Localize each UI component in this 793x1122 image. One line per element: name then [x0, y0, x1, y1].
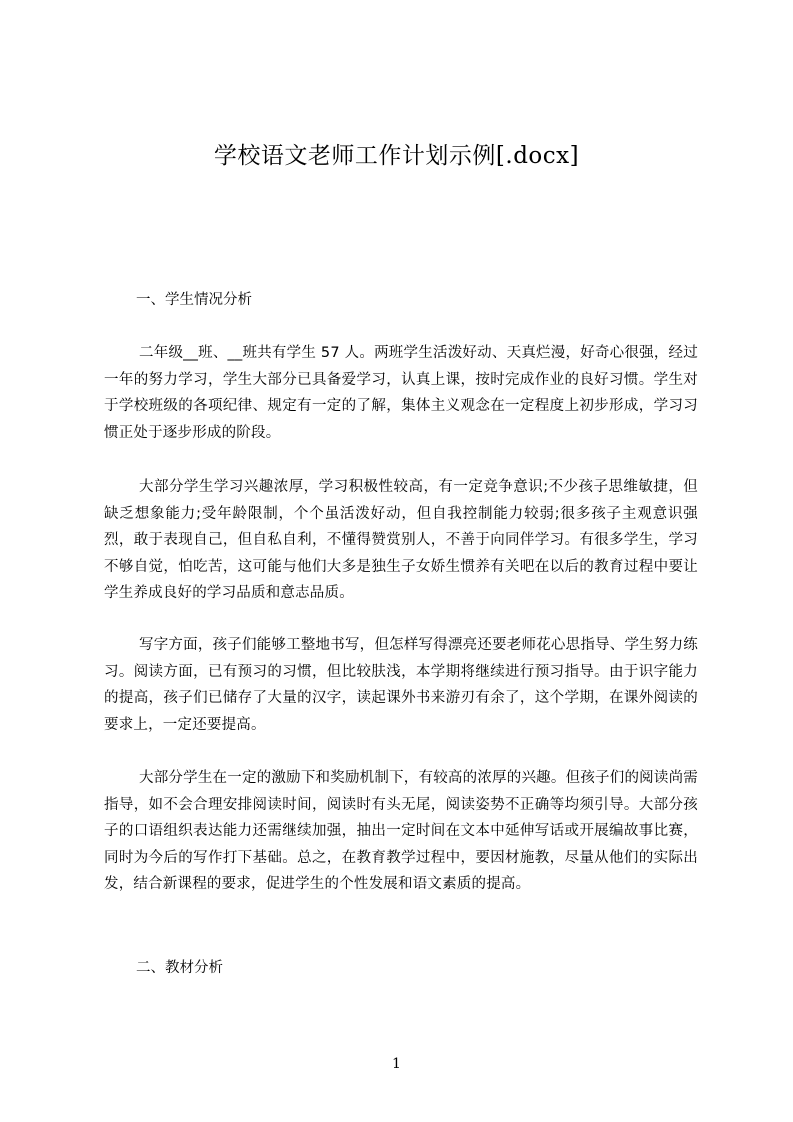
section-heading-student-analysis: 一、学生情况分析: [136, 292, 252, 308]
document-title: 学校语文老师工作计划示例[.docx]: [213, 143, 580, 169]
paragraph-writing-reading: 写字方面，孩子们能够工整地书写，但怎样写得漂亮还要老师花心思指导、学生努力练习。阅读方面，已有预习的习惯，但比较肤浅，本学期将继续进行预习指导。由于识字能力的提高，孩子们已储存了大量的汉字，读起课外书来游刃有余了，这个学期，在课外阅读的要求上，一定还要提高。: [104, 637, 698, 733]
section-heading-textbook-analysis: 二、教材分析: [136, 960, 223, 976]
paragraph-reading-guidance: 大部分学生在一定的激励下和奖励机制下，有较高的浓厚的兴趣。但孩子们的阅读尚需指导，如不会合理安排阅读时间，阅读时有头无尾，阅读姿势不正确等均须引导。大部分孩子的口语组织表达能力还需继续加强，抽出一定时间在文本中延伸写话或开展编故事比赛，同时为今后的写作打下基础。总之，在教育教学过程中，要因材施教，尽量从他们的实际出发，结合新课程的要求，促进学生的个性发展和语文素质的提高。: [104, 770, 698, 892]
page-number: 1: [392, 1056, 401, 1072]
paragraph-class-overview: 二年级__班、__班共有学生 57 人。两班学生活泼好动、天真烂漫，好奇心很强，经过一年的努力学习，学生大部分已具备爱学习，认真上课，按时完成作业的良好习惯。学生对于学校班级的各项纪律、规定有一定的了解，集体主义观念在一定程度上初步形成，学习习惯正处于逐步形成的阶段。: [104, 345, 698, 441]
paragraph-learning-interest: 大部分学生学习兴趣浓厚，学习积极性较高，有一定竞争意识;不少孩子思维敏捷，但缺乏想象能力;受年龄限制，个个虽活泼好动，但自我控制能力较弱;很多孩子主观意识强烈，敢于表现自己，但自私自利，不懂得赞赏别人，不善于向同伴学习。有很多学生，学习不够自觉，怕吃苦，这可能与他们大多是独生子女娇生惯养有关吧在以后的教育过程中要让学生养成良好的学习品质和意志品质。: [104, 479, 698, 601]
